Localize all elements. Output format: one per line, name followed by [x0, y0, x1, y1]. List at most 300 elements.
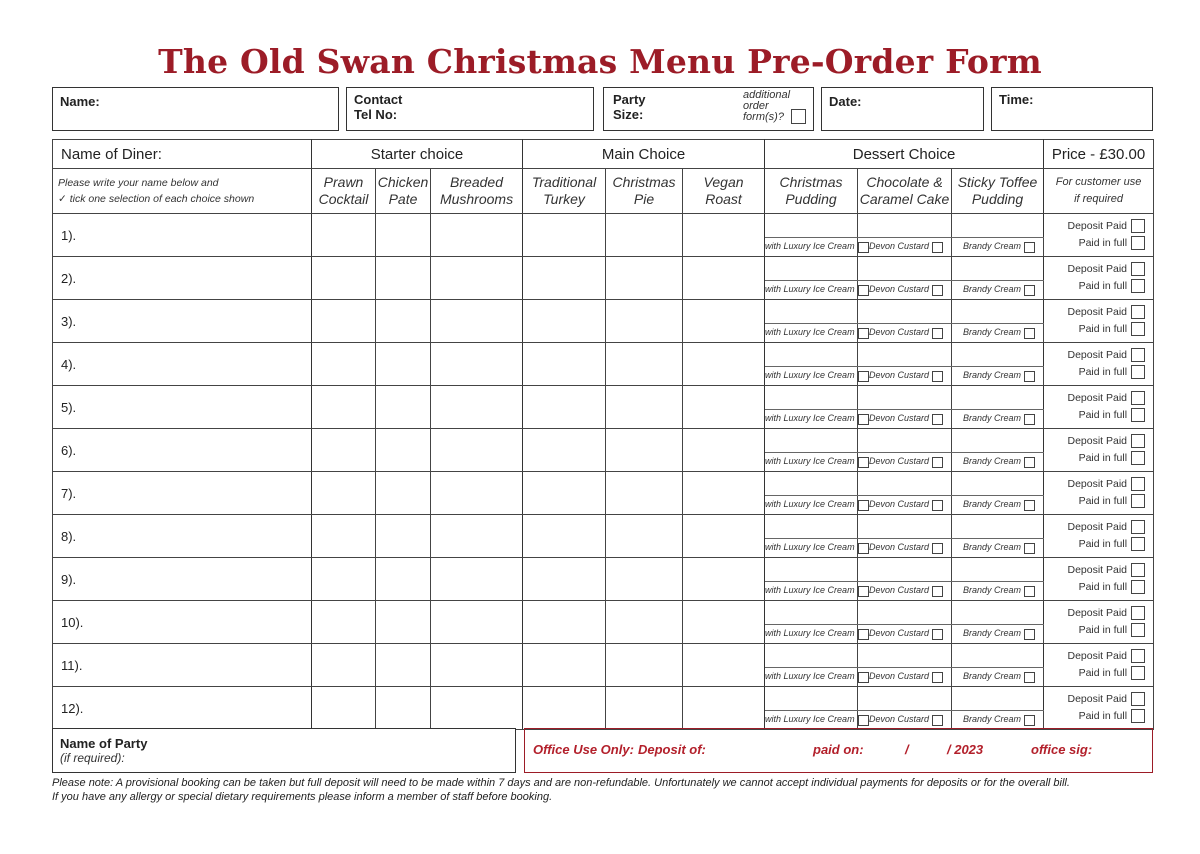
dessert-tick-cell[interactable] [765, 687, 858, 711]
row-number: 5). [61, 399, 77, 415]
main-tick-cell[interactable] [606, 601, 683, 644]
table-row [53, 386, 1154, 410]
dessert-option-label: with Luxury Ice Cream [765, 370, 855, 381]
starter-tick-cell[interactable] [431, 601, 523, 644]
dessert-option-checkbox[interactable] [1024, 328, 1035, 339]
dessert-option-checkbox[interactable] [932, 371, 943, 382]
main-tick-cell[interactable] [523, 214, 606, 257]
dessert-option-line2: Pudding [785, 191, 837, 207]
dessert-option-cell [952, 711, 1044, 730]
dessert-tick-cell[interactable] [952, 257, 1044, 281]
office-use-box [524, 728, 1153, 773]
deposit-paid-checkbox[interactable] [1131, 649, 1145, 663]
main-tick-cell[interactable] [683, 214, 765, 257]
dessert-option-checkbox[interactable] [932, 285, 943, 296]
dessert-option-cell [765, 668, 858, 687]
dessert-option-checkbox[interactable] [858, 328, 869, 339]
dessert-option-cell [952, 238, 1044, 257]
dessert-option-checkbox[interactable] [1024, 715, 1035, 726]
dessert-option-label: Devon Custard [869, 499, 930, 510]
dessert-option-label: Brandy Cream [963, 370, 1022, 381]
deposit-of-label: Deposit of: [638, 742, 706, 757]
dessert-option-checkbox[interactable] [1024, 285, 1035, 296]
starter-tick-cell[interactable] [312, 343, 376, 386]
dessert-option-cell [765, 410, 858, 429]
party-name-field[interactable] [52, 728, 516, 773]
dessert-option-label: Devon Custard [869, 327, 930, 338]
starter-tick-cell[interactable] [376, 687, 431, 730]
dessert-option-checkbox[interactable] [1024, 543, 1035, 554]
party-label-line1: Party [613, 92, 646, 107]
paid-on-label: paid on: [813, 742, 864, 757]
diner-name-cell[interactable] [53, 343, 312, 386]
dessert-option-checkbox[interactable] [1024, 457, 1035, 468]
dessert-option-cell [765, 281, 858, 300]
diner-name-cell[interactable] [53, 257, 312, 300]
dessert-option-label: Brandy Cream [963, 284, 1022, 295]
dessert-choice-header: Dessert Choice [765, 140, 1044, 169]
deposit-paid-checkbox[interactable] [1131, 520, 1145, 534]
dessert-option-label: with Luxury Ice Cream [765, 456, 855, 467]
dessert-tick-cell[interactable] [858, 386, 952, 410]
dessert-tick-cell[interactable] [858, 429, 952, 453]
deposit-paid-label: Deposit Paid [1067, 220, 1128, 232]
main-tick-cell[interactable] [606, 558, 683, 601]
deposit-paid-checkbox[interactable] [1131, 348, 1145, 362]
dessert-option-label: with Luxury Ice Cream [765, 241, 855, 252]
deposit-paid-line [1044, 519, 1145, 536]
dessert-option-label: with Luxury Ice Cream [765, 327, 855, 338]
dessert-tick-cell[interactable] [952, 558, 1044, 582]
starter-tick-cell[interactable] [312, 429, 376, 472]
starter-tick-cell[interactable] [312, 472, 376, 515]
main-tick-cell[interactable] [683, 386, 765, 429]
deposit-paid-line [1044, 261, 1145, 278]
dessert-option-label: Brandy Cream [963, 413, 1022, 424]
contact-field[interactable] [346, 87, 594, 131]
dessert-option-checkbox[interactable] [932, 629, 943, 640]
dessert-option-checkbox[interactable] [858, 285, 869, 296]
deposit-paid-label: Deposit Paid [1067, 349, 1128, 361]
starter-tick-cell[interactable] [431, 472, 523, 515]
diner-name-cell[interactable] [53, 687, 312, 730]
dessert-tick-cell[interactable] [858, 343, 952, 367]
main-tick-cell[interactable] [523, 687, 606, 730]
diner-name-cell[interactable] [53, 214, 312, 257]
row-number: 7). [61, 485, 77, 501]
diner-name-cell[interactable] [53, 515, 312, 558]
main-tick-cell[interactable] [606, 300, 683, 343]
dessert-tick-cell[interactable] [858, 558, 952, 582]
paid-in-full-checkbox[interactable] [1131, 279, 1145, 293]
main-tick-cell[interactable] [683, 472, 765, 515]
menu-table [52, 139, 1154, 730]
payment-cell [1044, 429, 1154, 472]
dessert-option-checkbox[interactable] [932, 414, 943, 425]
dessert-tick-cell[interactable] [858, 687, 952, 711]
row-number: 6). [61, 442, 77, 458]
dessert-option-label: Devon Custard [869, 628, 930, 639]
dessert-option-checkbox[interactable] [858, 371, 869, 382]
main-tick-cell[interactable] [523, 558, 606, 601]
party-size-label [613, 92, 646, 122]
starter-tick-cell[interactable] [431, 343, 523, 386]
dessert-tick-cell[interactable] [858, 601, 952, 625]
paid-in-full-checkbox[interactable] [1131, 623, 1145, 637]
main-tick-cell[interactable] [606, 687, 683, 730]
deposit-paid-line [1044, 691, 1145, 708]
dessert-tick-cell[interactable] [765, 472, 858, 496]
diner-name-cell[interactable] [53, 644, 312, 687]
paid-in-full-label: Paid in full [1078, 495, 1128, 507]
deposit-paid-label: Deposit Paid [1067, 521, 1128, 533]
dessert-option-label: Brandy Cream [963, 456, 1022, 467]
starter-tick-cell[interactable] [376, 472, 431, 515]
main-tick-cell[interactable] [683, 515, 765, 558]
dessert-option-checkbox[interactable] [1024, 414, 1035, 425]
dessert-option-checkbox[interactable] [1024, 242, 1035, 253]
dessert-option-checkbox[interactable] [858, 629, 869, 640]
main-option-line1: Vegan [703, 174, 744, 190]
deposit-paid-checkbox[interactable] [1131, 391, 1145, 405]
dessert-option-cell [858, 324, 952, 343]
time-field[interactable] [991, 87, 1153, 131]
dessert-option-checkbox[interactable] [858, 543, 869, 554]
dessert-option-cell [765, 367, 858, 386]
paid-in-full-line [1044, 665, 1145, 682]
starter-tick-cell[interactable] [431, 214, 523, 257]
row-number: 10). [61, 614, 84, 630]
table-row [53, 558, 1154, 582]
dessert-option-label: Brandy Cream [963, 714, 1022, 725]
deposit-paid-line [1044, 390, 1145, 407]
deposit-paid-checkbox[interactable] [1131, 219, 1145, 233]
deposit-paid-checkbox[interactable] [1131, 434, 1145, 448]
main-option-header [523, 169, 606, 214]
dessert-option-cell [765, 582, 858, 601]
party-size-field[interactable] [603, 87, 814, 131]
starter-option-line1: Chicken [377, 174, 429, 190]
deposit-paid-checkbox[interactable] [1131, 262, 1145, 276]
main-tick-cell[interactable] [606, 343, 683, 386]
main-tick-cell[interactable] [683, 429, 765, 472]
starter-tick-cell[interactable] [376, 300, 431, 343]
main-tick-cell[interactable] [606, 429, 683, 472]
main-tick-cell[interactable] [606, 644, 683, 687]
paid-in-full-line [1044, 579, 1145, 596]
dessert-option-cell [952, 410, 1044, 429]
instructions-line1: Please write your name below and [58, 177, 219, 189]
starter-tick-cell[interactable] [312, 515, 376, 558]
table-row [53, 644, 1154, 668]
date-slash-year: / 2023 [947, 742, 984, 757]
starter-option-header [376, 169, 431, 214]
dessert-option-checkbox[interactable] [932, 715, 943, 726]
starter-tick-cell[interactable] [431, 558, 523, 601]
row-number: 1). [61, 227, 77, 243]
main-tick-cell[interactable] [523, 386, 606, 429]
dessert-tick-cell[interactable] [952, 601, 1044, 625]
dessert-option-checkbox[interactable] [858, 586, 869, 597]
deposit-paid-checkbox[interactable] [1131, 606, 1145, 620]
deposit-paid-checkbox[interactable] [1131, 563, 1145, 577]
main-tick-cell[interactable] [606, 386, 683, 429]
main-tick-cell[interactable] [523, 257, 606, 300]
dessert-tick-cell[interactable] [952, 300, 1044, 324]
contact-label-line1: Contact [354, 92, 403, 107]
dessert-option-label: with Luxury Ice Cream [765, 542, 855, 553]
starter-tick-cell[interactable] [376, 601, 431, 644]
paid-in-full-label: Paid in full [1078, 581, 1128, 593]
main-tick-cell[interactable] [523, 429, 606, 472]
paid-in-full-checkbox[interactable] [1131, 537, 1145, 551]
main-tick-cell[interactable] [523, 601, 606, 644]
starter-tick-cell[interactable] [376, 257, 431, 300]
deposit-paid-checkbox[interactable] [1131, 477, 1145, 491]
starter-tick-cell[interactable] [431, 386, 523, 429]
paid-in-full-checkbox[interactable] [1131, 451, 1145, 465]
diner-name-cell[interactable] [53, 386, 312, 429]
starter-tick-cell[interactable] [312, 257, 376, 300]
table-row [53, 300, 1154, 324]
main-tick-cell[interactable] [606, 472, 683, 515]
main-tick-cell[interactable] [683, 601, 765, 644]
diner-name-cell[interactable] [53, 472, 312, 515]
dessert-option-label: Devon Custard [869, 284, 930, 295]
starter-tick-cell[interactable] [312, 601, 376, 644]
starter-tick-cell[interactable] [431, 257, 523, 300]
diner-name-cell[interactable] [53, 300, 312, 343]
main-tick-cell[interactable] [606, 214, 683, 257]
paid-in-full-label: Paid in full [1078, 624, 1128, 636]
starter-tick-cell[interactable] [431, 644, 523, 687]
deposit-paid-label: Deposit Paid [1067, 693, 1128, 705]
dessert-option-checkbox[interactable] [1024, 586, 1035, 597]
starter-option-line2: Cocktail [318, 191, 369, 207]
starter-option-header [431, 169, 523, 214]
paid-in-full-checkbox[interactable] [1131, 709, 1145, 723]
starter-tick-cell[interactable] [312, 687, 376, 730]
form-title: The Old Swan Christmas Menu Pre-Order Form [158, 42, 1042, 81]
dessert-tick-cell[interactable] [858, 257, 952, 281]
dessert-option-checkbox[interactable] [1024, 500, 1035, 511]
paid-in-full-checkbox[interactable] [1131, 580, 1145, 594]
dessert-option-checkbox[interactable] [1024, 672, 1035, 683]
dessert-tick-cell[interactable] [952, 343, 1044, 367]
starter-tick-cell[interactable] [312, 300, 376, 343]
starter-tick-cell[interactable] [431, 300, 523, 343]
row-number: 3). [61, 313, 77, 329]
dessert-option-checkbox[interactable] [932, 500, 943, 511]
payment-cell [1044, 687, 1154, 730]
paid-in-full-checkbox[interactable] [1131, 666, 1145, 680]
dessert-tick-cell[interactable] [858, 515, 952, 539]
dessert-option-cell [952, 625, 1044, 644]
row-number: 11). [61, 657, 83, 673]
dessert-option-label: with Luxury Ice Cream [765, 714, 855, 725]
main-tick-cell[interactable] [523, 644, 606, 687]
dessert-tick-cell[interactable] [765, 386, 858, 410]
starter-tick-cell[interactable] [376, 515, 431, 558]
starter-tick-cell[interactable] [431, 429, 523, 472]
dessert-tick-cell[interactable] [765, 214, 858, 238]
dessert-option-cell [952, 582, 1044, 601]
dessert-option-checkbox[interactable] [858, 457, 869, 468]
deposit-paid-line [1044, 476, 1145, 493]
dessert-tick-cell[interactable] [952, 687, 1044, 711]
dessert-option-label: with Luxury Ice Cream [765, 671, 855, 682]
footer-line2: If you have any allergy or special dietary requirements please inform a member of staff before booking. [52, 791, 553, 803]
dessert-option-label: with Luxury Ice Cream [765, 499, 855, 510]
paid-in-full-line [1044, 407, 1145, 424]
main-tick-cell[interactable] [523, 472, 606, 515]
dessert-option-cell [765, 453, 858, 472]
main-tick-cell[interactable] [683, 257, 765, 300]
dessert-option-label: with Luxury Ice Cream [765, 284, 855, 295]
paid-in-full-label: Paid in full [1078, 409, 1128, 421]
starter-tick-cell[interactable] [376, 644, 431, 687]
deposit-paid-checkbox[interactable] [1131, 692, 1145, 706]
dessert-tick-cell[interactable] [952, 515, 1044, 539]
paid-in-full-label: Paid in full [1078, 667, 1128, 679]
dessert-option-line2: Caramel Cake [859, 191, 950, 207]
dessert-tick-cell[interactable] [765, 429, 858, 453]
dessert-option-cell [858, 453, 952, 472]
dessert-option-checkbox[interactable] [932, 242, 943, 253]
main-tick-cell[interactable] [683, 558, 765, 601]
dessert-tick-cell[interactable] [952, 429, 1044, 453]
starter-tick-cell[interactable] [312, 214, 376, 257]
dessert-option-checkbox[interactable] [858, 672, 869, 683]
footer-note [52, 776, 1172, 804]
dessert-option-checkbox[interactable] [1024, 371, 1035, 382]
paid-in-full-line [1044, 708, 1145, 725]
main-tick-cell[interactable] [683, 343, 765, 386]
deposit-paid-label: Deposit Paid [1067, 478, 1128, 490]
diner-name-cell[interactable] [53, 558, 312, 601]
dessert-option-checkbox[interactable] [858, 414, 869, 425]
party-name-label: Name of Party [60, 736, 148, 751]
table-row [53, 601, 1154, 625]
dessert-option-cell [952, 539, 1044, 558]
diner-name-cell[interactable] [53, 601, 312, 644]
dessert-tick-cell[interactable] [952, 214, 1044, 238]
payment-cell [1044, 472, 1154, 515]
dessert-option-cell [858, 496, 952, 515]
dessert-option-cell [765, 238, 858, 257]
diner-name-cell[interactable] [53, 429, 312, 472]
paid-in-full-checkbox[interactable] [1131, 236, 1145, 250]
dessert-option-header [858, 169, 952, 214]
starter-tick-cell[interactable] [431, 515, 523, 558]
name-field[interactable] [52, 87, 339, 131]
starter-tick-cell[interactable] [312, 386, 376, 429]
dessert-tick-cell[interactable] [765, 601, 858, 625]
paid-in-full-checkbox[interactable] [1131, 322, 1145, 336]
main-choice-header: Main Choice [523, 140, 765, 169]
main-option-header [606, 169, 683, 214]
payment-cell [1044, 257, 1154, 300]
deposit-paid-label: Deposit Paid [1067, 607, 1128, 619]
paid-in-full-line [1044, 364, 1145, 381]
dessert-option-checkbox[interactable] [932, 586, 943, 597]
starter-tick-cell[interactable] [312, 644, 376, 687]
dessert-tick-cell[interactable] [858, 472, 952, 496]
date-field[interactable] [821, 87, 984, 131]
main-tick-cell[interactable] [683, 644, 765, 687]
main-tick-cell[interactable] [606, 257, 683, 300]
dessert-option-checkbox[interactable] [1024, 629, 1035, 640]
main-tick-cell[interactable] [683, 687, 765, 730]
main-tick-cell[interactable] [523, 515, 606, 558]
paid-in-full-line [1044, 536, 1145, 553]
main-tick-cell[interactable] [523, 300, 606, 343]
dessert-option-label: Devon Custard [869, 542, 930, 553]
payment-cell [1044, 601, 1154, 644]
dessert-option-checkbox[interactable] [858, 500, 869, 511]
deposit-paid-label: Deposit Paid [1067, 435, 1128, 447]
dessert-tick-cell[interactable] [765, 343, 858, 367]
dessert-tick-cell[interactable] [765, 558, 858, 582]
main-option-line1: Traditional [531, 174, 597, 190]
dessert-tick-cell[interactable] [952, 386, 1044, 410]
dessert-option-checkbox[interactable] [932, 543, 943, 554]
deposit-paid-checkbox[interactable] [1131, 305, 1145, 319]
additional-forms-checkbox[interactable] [791, 109, 806, 124]
paid-in-full-checkbox[interactable] [1131, 365, 1145, 379]
dessert-tick-cell[interactable] [858, 300, 952, 324]
starter-tick-cell[interactable] [376, 558, 431, 601]
paid-in-full-checkbox[interactable] [1131, 494, 1145, 508]
dessert-option-label: Brandy Cream [963, 628, 1022, 639]
paid-in-full-label: Paid in full [1078, 538, 1128, 550]
dessert-option-checkbox[interactable] [932, 672, 943, 683]
starter-tick-cell[interactable] [376, 386, 431, 429]
payment-cell [1044, 214, 1154, 257]
main-tick-cell[interactable] [606, 515, 683, 558]
starter-tick-cell[interactable] [376, 343, 431, 386]
dessert-option-checkbox[interactable] [932, 457, 943, 468]
paid-in-full-checkbox[interactable] [1131, 408, 1145, 422]
main-option-header [683, 169, 765, 214]
dessert-tick-cell[interactable] [765, 515, 858, 539]
dessert-option-checkbox[interactable] [932, 328, 943, 339]
dessert-tick-cell[interactable] [765, 300, 858, 324]
deposit-paid-line [1044, 304, 1145, 321]
main-tick-cell[interactable] [523, 343, 606, 386]
dessert-option-cell [858, 539, 952, 558]
starter-tick-cell[interactable] [376, 214, 431, 257]
dessert-tick-cell[interactable] [858, 214, 952, 238]
starter-tick-cell[interactable] [376, 429, 431, 472]
dessert-tick-cell[interactable] [765, 257, 858, 281]
starter-tick-cell[interactable] [431, 687, 523, 730]
dessert-option-header [765, 169, 858, 214]
dessert-tick-cell[interactable] [858, 644, 952, 668]
dessert-option-checkbox[interactable] [858, 242, 869, 253]
dessert-option-label: Brandy Cream [963, 241, 1022, 252]
price-sub-line1: For customer use [1055, 176, 1142, 188]
dessert-option-header [952, 169, 1044, 214]
dessert-tick-cell[interactable] [952, 644, 1044, 668]
dessert-option-cell [858, 668, 952, 687]
dessert-tick-cell[interactable] [765, 644, 858, 668]
additional-line1: additional [743, 89, 791, 101]
main-tick-cell[interactable] [683, 300, 765, 343]
dessert-option-checkbox[interactable] [858, 715, 869, 726]
dessert-tick-cell[interactable] [952, 472, 1044, 496]
starter-tick-cell[interactable] [312, 558, 376, 601]
